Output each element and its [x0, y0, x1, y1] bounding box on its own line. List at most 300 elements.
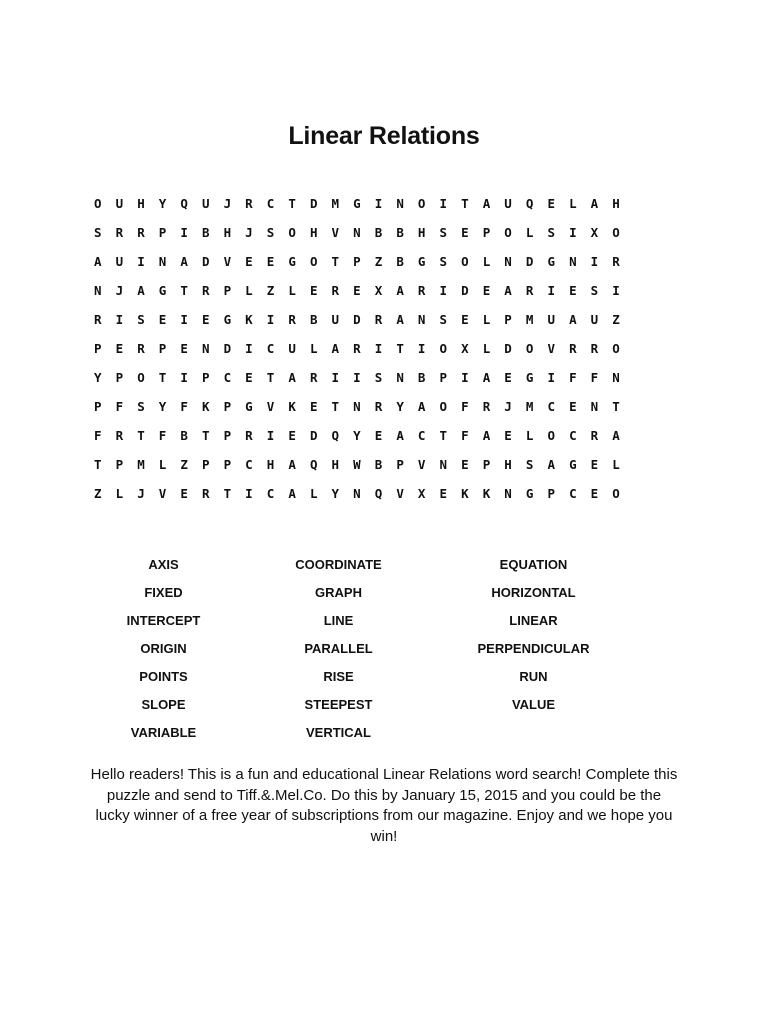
word-list-item: COORDINATE [295, 557, 382, 572]
grid-letter: Y [396, 399, 404, 415]
grid-letter: Y [331, 486, 340, 502]
grid-letter: B [417, 370, 426, 386]
grid-letter: P [353, 254, 361, 270]
grid-letter: B [374, 457, 383, 473]
grid-letter: O [439, 399, 448, 415]
grid-letter: S [525, 457, 534, 473]
grid-letter: B [374, 225, 383, 241]
grid-letter: R [309, 370, 318, 386]
grid-letter: H [504, 457, 512, 473]
grid-letter: Z [180, 457, 188, 473]
grid-row [94, 393, 634, 422]
grid-letter: O [309, 254, 318, 270]
grid-row [94, 480, 634, 509]
grid-letter: I [439, 283, 448, 299]
grid-letter: L [309, 341, 318, 357]
grid-letter: A [569, 312, 577, 328]
grid-letter: L [569, 196, 577, 212]
word-list-item: PERPENDICULAR [477, 641, 590, 656]
grid-letter: I [331, 370, 340, 386]
grid-letter: A [137, 283, 145, 299]
grid-letter: F [94, 428, 102, 444]
word-list-item: SLOPE [141, 697, 186, 712]
grid-letter: G [288, 254, 296, 270]
grid-letter: V [266, 399, 275, 415]
grid-letter: I [266, 428, 275, 444]
grid-letter: Q [525, 196, 534, 212]
grid-letter: I [590, 254, 599, 270]
grid-letter: G [158, 283, 167, 299]
grid-letter: P [482, 457, 491, 473]
grid-letter: I [266, 312, 275, 328]
grid-letter: P [223, 283, 232, 299]
grid-letter: I [612, 283, 620, 299]
grid-letter: A [612, 428, 620, 444]
grid-letter: P [223, 399, 232, 415]
grid-letter: O [504, 225, 512, 241]
grid-letter: H [417, 225, 426, 241]
grid-letter: T [396, 341, 404, 357]
grid-letter: T [266, 370, 275, 386]
grid-letter: A [180, 254, 188, 270]
grid-letter: V [547, 341, 555, 357]
grid-letter: P [223, 428, 232, 444]
grid-letter: F [590, 370, 599, 386]
word-list-item: HORIZONTAL [491, 585, 576, 600]
grid-letter: I [180, 370, 188, 386]
grid-letter: E [504, 428, 512, 444]
grid-letter: I [180, 312, 188, 328]
grid-letter: X [461, 341, 469, 357]
grid-letter: C [417, 428, 426, 444]
grid-letter: Q [180, 196, 188, 212]
grid-letter: Q [331, 428, 340, 444]
grid-letter: H [331, 457, 340, 473]
grid-letter: K [288, 399, 296, 415]
grid-row [94, 451, 634, 480]
grid-letter: Q [374, 486, 383, 502]
word-list-item: PARALLEL [304, 641, 373, 656]
grid-letter: I [245, 486, 253, 502]
grid-letter: P [158, 225, 167, 241]
grid-letter: P [94, 399, 102, 415]
grid-letter: E [569, 283, 577, 299]
grid-letter: U [331, 312, 340, 328]
grid-letter: A [396, 428, 404, 444]
grid-letter: I [569, 225, 577, 241]
grid-letter: A [482, 428, 491, 444]
grid-letter: P [94, 341, 102, 357]
grid-letter: O [94, 196, 102, 212]
grid-letter: I [547, 370, 555, 386]
word-list-item: VALUE [511, 697, 556, 712]
grid-letter: R [374, 399, 383, 415]
grid-letter: A [417, 399, 426, 415]
grid-row [94, 277, 634, 306]
grid-letter: A [288, 457, 296, 473]
grid-letter: R [115, 428, 124, 444]
grid-letter: J [137, 486, 145, 502]
grid-letter: L [288, 283, 296, 299]
grid-letter: L [612, 457, 620, 473]
grid-letter: Z [266, 283, 275, 299]
grid-letter: R [525, 283, 534, 299]
grid-letter: Y [353, 428, 361, 444]
grid-letter: I [461, 370, 469, 386]
grid-letter: E [547, 196, 555, 212]
grid-letter: P [482, 225, 491, 241]
grid-letter: R [612, 254, 620, 270]
grid-letter: V [158, 486, 167, 502]
grid-letter: R [374, 312, 383, 328]
grid-letter: D [309, 196, 318, 212]
grid-row [94, 422, 634, 451]
grid-letter: Z [94, 486, 102, 502]
grid-letter: L [482, 312, 491, 328]
grid-letter: O [612, 341, 620, 357]
grid-letter: F [180, 399, 188, 415]
word-list-item: STEEPEST [304, 697, 373, 712]
word-list-item: ORIGIN [140, 641, 187, 656]
grid-letter: R [590, 341, 599, 357]
grid-letter: A [396, 312, 404, 328]
grid-letter: E [569, 399, 577, 415]
grid-letter: E [482, 283, 491, 299]
word-search-grid [94, 190, 634, 509]
grid-letter: R [569, 341, 577, 357]
grid-letter: Q [309, 457, 318, 473]
grid-letter: L [309, 486, 318, 502]
grid-letter: T [158, 370, 167, 386]
grid-letter: O [461, 254, 469, 270]
grid-letter: N [612, 370, 620, 386]
grid-letter: P [439, 370, 448, 386]
grid-letter: K [461, 486, 469, 502]
grid-letter: A [482, 196, 491, 212]
grid-letter: I [137, 254, 145, 270]
grid-letter: K [201, 399, 210, 415]
grid-letter: O [612, 486, 620, 502]
grid-letter: R [245, 428, 253, 444]
grid-letter: E [309, 283, 318, 299]
grid-letter: D [353, 312, 361, 328]
grid-letter: T [201, 428, 210, 444]
grid-letter: B [396, 254, 404, 270]
grid-letter: M [331, 196, 340, 212]
grid-letter: S [547, 225, 555, 241]
grid-letter: Y [158, 399, 167, 415]
grid-letter: E [309, 399, 318, 415]
grid-letter: N [439, 457, 448, 473]
grid-letter: A [288, 370, 296, 386]
grid-letter: O [288, 225, 296, 241]
grid-letter: G [245, 399, 253, 415]
grid-letter: E [201, 312, 210, 328]
grid-letter: O [417, 196, 426, 212]
grid-letter: C [569, 486, 577, 502]
grid-letter: L [158, 457, 167, 473]
grid-letter: P [223, 457, 232, 473]
grid-letter: N [94, 283, 102, 299]
grid-letter: G [547, 254, 555, 270]
grid-letter: S [94, 225, 102, 241]
grid-letter: F [461, 399, 469, 415]
grid-letter: E [461, 225, 469, 241]
grid-letter: R [201, 283, 210, 299]
grid-row [94, 364, 634, 393]
grid-letter: I [180, 225, 188, 241]
grid-letter: R [288, 312, 296, 328]
grid-letter: A [288, 486, 296, 502]
grid-letter: F [115, 399, 124, 415]
grid-letter: H [309, 225, 318, 241]
grid-letter: Z [612, 312, 620, 328]
grid-letter: E [180, 486, 188, 502]
grid-letter: E [504, 370, 512, 386]
grid-letter: P [115, 457, 124, 473]
grid-letter: E [245, 254, 253, 270]
grid-letter: B [309, 312, 318, 328]
grid-letter: G [525, 370, 534, 386]
grid-letter: S [439, 225, 448, 241]
grid-letter: O [137, 370, 145, 386]
grid-row [94, 306, 634, 335]
grid-letter: L [482, 341, 491, 357]
grid-letter: P [201, 370, 210, 386]
grid-letter: U [547, 312, 555, 328]
grid-letter: J [115, 283, 124, 299]
grid-letter: N [504, 486, 512, 502]
grid-letter: H [137, 196, 145, 212]
grid-letter: A [504, 283, 512, 299]
grid-letter: G [417, 254, 426, 270]
word-list-item: RISE [323, 669, 354, 684]
grid-letter: B [201, 225, 210, 241]
grid-letter: H [266, 457, 275, 473]
grid-letter: C [245, 457, 253, 473]
grid-letter: M [525, 399, 534, 415]
grid-letter: U [115, 196, 124, 212]
grid-letter: I [374, 341, 383, 357]
grid-letter: D [223, 341, 232, 357]
grid-letter: O [525, 341, 534, 357]
grid-letter: R [94, 312, 102, 328]
grid-letter: R [482, 399, 491, 415]
grid-letter: B [396, 225, 404, 241]
grid-letter: I [439, 196, 448, 212]
grid-letter: U [115, 254, 124, 270]
grid-letter: E [266, 254, 275, 270]
grid-letter: I [374, 196, 383, 212]
grid-letter: G [525, 486, 534, 502]
grid-letter: L [525, 428, 534, 444]
grid-letter: G [223, 312, 232, 328]
grid-letter: E [590, 486, 599, 502]
grid-letter: V [223, 254, 232, 270]
grid-letter: D [461, 283, 469, 299]
grid-letter: D [201, 254, 210, 270]
word-list-item: GRAPH [315, 585, 362, 600]
grid-letter: A [94, 254, 102, 270]
grid-letter: P [504, 312, 512, 328]
grid-letter: R [331, 283, 340, 299]
grid-letter: T [461, 196, 469, 212]
grid-letter: C [547, 399, 555, 415]
grid-letter: T [223, 486, 232, 502]
grid-letter: R [590, 428, 599, 444]
grid-letter: D [309, 428, 318, 444]
grid-letter: E [590, 457, 599, 473]
grid-row [94, 248, 634, 277]
grid-letter: X [417, 486, 426, 502]
grid-letter: P [396, 457, 404, 473]
grid-letter: F [569, 370, 577, 386]
grid-letter: T [137, 428, 145, 444]
grid-letter: U [590, 312, 599, 328]
grid-letter: A [482, 370, 491, 386]
grid-letter: T [331, 399, 340, 415]
grid-letter: D [504, 341, 512, 357]
grid-letter: X [374, 283, 383, 299]
grid-letter: G [569, 457, 577, 473]
grid-letter: R [137, 225, 145, 241]
grid-letter: R [137, 341, 145, 357]
grid-letter: O [612, 225, 620, 241]
grid-letter: T [612, 399, 620, 415]
grid-letter: J [504, 399, 512, 415]
grid-letter: C [266, 196, 275, 212]
grid-letter: V [396, 486, 404, 502]
grid-letter: L [115, 486, 124, 502]
grid-letter: S [137, 312, 145, 328]
grid-letter: E [353, 283, 361, 299]
grid-letter: P [158, 341, 167, 357]
grid-letter: C [266, 486, 275, 502]
grid-letter: N [158, 254, 167, 270]
grid-letter: I [417, 341, 426, 357]
grid-letter: N [201, 341, 210, 357]
grid-letter: X [590, 225, 599, 241]
grid-letter: N [417, 312, 426, 328]
grid-letter: Y [158, 196, 167, 212]
grid-letter: O [547, 428, 555, 444]
grid-row [94, 190, 634, 219]
grid-letter: M [137, 457, 145, 473]
grid-letter: U [504, 196, 512, 212]
grid-letter: N [353, 399, 361, 415]
grid-letter: H [223, 225, 232, 241]
word-list-item: INTERCEPT [126, 613, 201, 628]
grid-letter: C [569, 428, 577, 444]
grid-letter: S [266, 225, 275, 241]
page-title: Linear Relations [288, 122, 480, 150]
grid-letter: L [482, 254, 491, 270]
word-list-item: EQUATION [499, 557, 568, 572]
grid-letter: F [461, 428, 469, 444]
message-paragraph: Hello readers! This is a fun and educational Linear Relations word search! Complete this puzzle and send to Tiff.&.Mel.Co. Do this by January 15, 2015 and you could be the lucky winner of a free year of subscriptions from our magazine. Enjoy and we hope you win! [90, 766, 678, 845]
grid-letter: G [353, 196, 361, 212]
grid-letter: N [396, 196, 404, 212]
grid-letter: R [201, 486, 210, 502]
grid-letter: A [547, 457, 555, 473]
grid-letter: S [374, 370, 383, 386]
grid-letter: N [590, 399, 599, 415]
grid-letter: K [482, 486, 491, 502]
grid-letter: E [461, 457, 469, 473]
grid-letter: Y [94, 370, 102, 386]
grid-letter: S [439, 312, 448, 328]
grid-letter: E [245, 370, 253, 386]
word-list-item: LINEAR [509, 613, 558, 628]
grid-letter: O [439, 341, 448, 357]
grid-row [94, 219, 634, 248]
grid-letter: E [374, 428, 383, 444]
grid-letter: Z [374, 254, 383, 270]
grid-letter: A [590, 196, 599, 212]
grid-letter: N [504, 254, 512, 270]
grid-letter: C [223, 370, 232, 386]
grid-letter: R [353, 341, 361, 357]
word-list-item: VARIABLE [130, 725, 197, 740]
word-list-item: RUN [519, 669, 548, 684]
grid-letter: T [439, 428, 448, 444]
grid-letter: R [245, 196, 253, 212]
grid-letter: T [288, 196, 296, 212]
grid-letter: B [180, 428, 188, 444]
grid-letter: L [245, 283, 253, 299]
grid-letter: W [353, 457, 361, 473]
grid-letter: V [331, 225, 340, 241]
grid-letter: J [245, 225, 253, 241]
grid-letter: L [525, 225, 534, 241]
grid-letter: T [331, 254, 340, 270]
grid-letter: N [396, 370, 404, 386]
grid-letter: C [266, 341, 275, 357]
grid-letter: N [353, 486, 361, 502]
grid-row [94, 335, 634, 364]
grid-letter: R [417, 283, 426, 299]
grid-letter: A [331, 341, 340, 357]
grid-letter: H [612, 196, 620, 212]
grid-letter: E [461, 312, 469, 328]
word-list-item: VERTICAL [306, 725, 371, 740]
grid-letter: F [158, 428, 167, 444]
grid-letter: M [525, 312, 534, 328]
grid-letter: I [547, 283, 555, 299]
grid-letter: U [201, 196, 210, 212]
grid-letter: A [396, 283, 404, 299]
grid-letter: J [223, 196, 232, 212]
grid-letter: I [245, 341, 253, 357]
grid-letter: E [288, 428, 296, 444]
grid-letter: N [353, 225, 361, 241]
grid-letter: S [137, 399, 145, 415]
grid-letter: P [115, 370, 124, 386]
word-list-item: AXIS [148, 557, 179, 572]
grid-letter: P [547, 486, 555, 502]
grid-letter: E [439, 486, 448, 502]
grid-letter: S [439, 254, 448, 270]
word-list [76, 556, 642, 752]
grid-letter: V [417, 457, 426, 473]
grid-letter: T [180, 283, 188, 299]
grid-letter: I [353, 370, 361, 386]
grid-letter: P [201, 457, 210, 473]
grid-letter: E [115, 341, 124, 357]
grid-letter: I [115, 312, 124, 328]
grid-letter: N [569, 254, 577, 270]
grid-letter: E [180, 341, 188, 357]
